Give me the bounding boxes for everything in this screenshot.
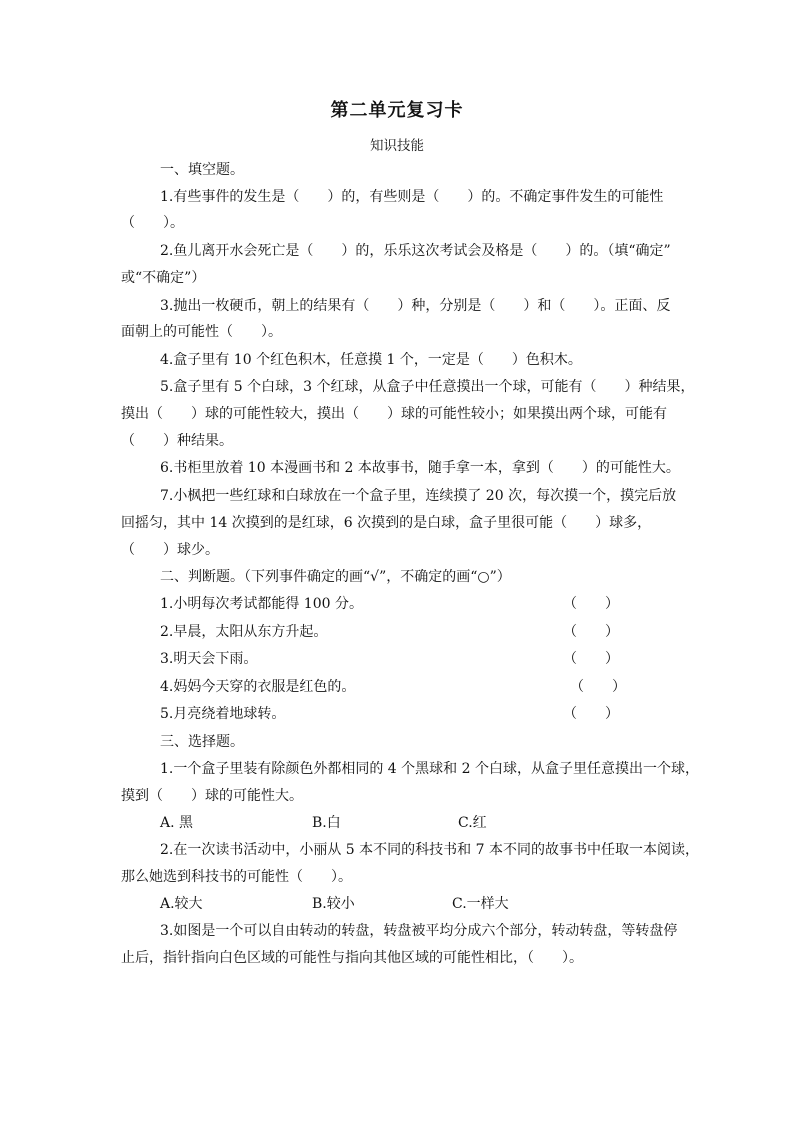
choice-1-option-c[interactable]: C.红 [458,815,487,831]
choice-1-option-b[interactable]: B.白 [312,815,341,831]
choice-2-option-b[interactable]: B.较小 [312,896,355,912]
choice-2-option-c[interactable]: C.一样大 [452,896,509,912]
judge-item-5: 5.月亮绕着地球转。 [160,706,286,722]
fill-question-6: 6.书柜里放着 10 本漫画书和 2 本故事书，随手拿一本，拿到（ ）的可能性大。 [160,460,680,476]
judge-answer-blank-3[interactable]: （ ） [563,651,619,667]
fill-question-5-line-1: 5.盒子里有 5 个白球，3 个红球，从盒子中任意摸出一个球，可能有（ ）种结果， [160,379,695,395]
choice-question-2-line-1: 2.在一次读书活动中，小丽从 5 本不同的科技书和 7 本不同的故事书中任取一本阅读， [160,842,699,858]
fill-question-5-line-2: 摸出（ ）球的可能性较大，摸出（ ）球的可能性较小；如果摸出两个球，可能有 [121,406,667,422]
judge-item-1: 1.小明每次考试都能得 100 分。 [160,596,363,612]
fill-question-2-line-1: 2.鱼儿离开水会死亡是（ ）的，乐乐这次考试会及格是（ ）的。（填“确定” [160,243,671,259]
judge-item-3: 3.明天会下雨。 [160,651,258,667]
choice-question-1-line-1: 1.一个盒子里装有除颜色外都相同的 4 个黑球和 2 个白球，从盒子里任意摸出一个球， [160,761,699,777]
judge-item-4: 4.妈妈今天穿的衣服是红色的。 [160,679,356,695]
choice-question-1-line-2: 摸到（ ）球的可能性大。 [121,788,303,804]
page-subtitle: 知识技能 [370,138,424,154]
choice-2-option-a[interactable]: A.较大 [160,896,203,912]
section-heading-choice: 三、选择题。 [160,734,244,750]
choice-1-option-a[interactable]: A. 黑 [160,815,194,831]
fill-question-7-line-1: 7.小枫把一些红球和白球放在一个盒子里，连续摸了 20 次，每次摸一个，摸完后放 [160,488,677,504]
fill-question-3-line-2: 面朝上的可能性（ ）。 [121,324,282,340]
fill-question-4: 4.盒子里有 10 个红色积木，任意摸 1 个，一定是（ ）色积木。 [160,352,582,368]
judge-answer-blank-1[interactable]: （ ） [563,596,619,612]
choice-question-2-line-2: 那么她选到科技书的可能性（ ）。 [121,869,352,885]
page-title: 第二单元复习卡 [330,100,464,121]
choice-question-3-line-2: 止后，指针指向白色区域的可能性与指向其他区域的可能性相比，（ ）。 [121,950,583,966]
judge-item-2: 2.早晨，太阳从东方升起。 [160,624,328,640]
fill-question-1-line-1: 1.有些事件的发生是（ ）的，有些则是（ ）的。不确定事件发生的可能性 [160,189,664,205]
fill-question-1-line-2: （ ）。 [121,215,184,231]
fill-question-7-line-2: 回摇匀，其中 14 次摸到的是红球，6 次摸到的是白球，盒子里很可能（ ）球多， [121,515,652,531]
judge-answer-blank-4[interactable]: （ ） [570,679,626,695]
fill-question-2-line-2: 或“不确定”） [121,270,206,286]
section-heading-fill: 一、填空题。 [160,162,244,178]
choice-question-3-line-1: 3.如图是一个可以自由转动的转盘，转盘被平均分成六个部分，转动转盘，等转盘停 [160,923,678,939]
fill-question-7-line-3: （ ）球少。 [121,542,219,558]
fill-question-3-line-1: 3.抛出一枚硬币，朝上的结果有（ ）种，分别是（ ）和（ ）。正面、反 [160,298,671,314]
section-heading-judge: 二、判断题。（下列事件确定的画“√”，不确定的画“○”） [160,569,511,585]
judge-answer-blank-2[interactable]: （ ） [563,624,619,640]
fill-question-5-line-3: （ ）种结果。 [121,433,233,449]
judge-answer-blank-5[interactable]: （ ） [563,706,619,722]
